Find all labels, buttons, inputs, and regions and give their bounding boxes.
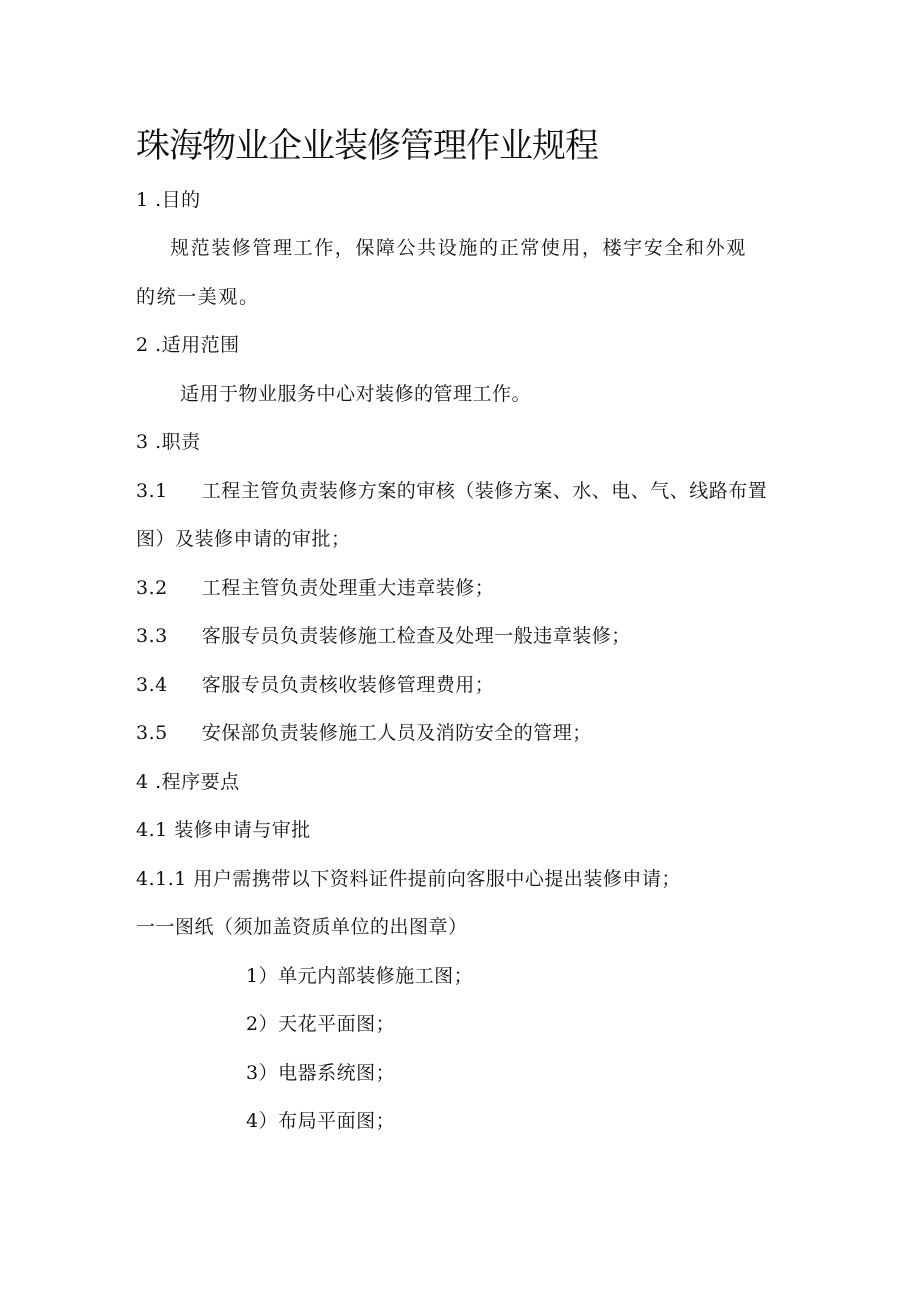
duty-item-text: 工程主管负责装修方案的审核（装修方案、水、电、气、线路布置: [201, 480, 768, 502]
drawings-intro: 一一图纸（须加盖资质单位的出图章）: [136, 916, 468, 938]
duty-item-text: 客服专员负责装修施工检查及处理一般违章装修；: [201, 625, 631, 647]
duty-item-text: 客服专员负责核收装修管理费用；: [201, 674, 495, 696]
duty-item-3-5: [136, 719, 592, 747]
duty-item-text: 工程主管负责处理重大违章装修；: [201, 577, 495, 599]
duty-item-number: 3.5: [136, 722, 168, 744]
duty-item-3-4: [136, 671, 494, 699]
subsection-4-1-1: 4.1.1 用户需携带以下资料证件提前向客服中心提出装修申请；: [136, 868, 681, 890]
section-2-paragraph: 适用于物业服务中心对装修的管理工作。: [180, 383, 532, 405]
section-4-heading: 4 .程序要点: [136, 771, 240, 793]
drawing-list-item: 3）电器系统图；: [246, 1062, 396, 1084]
duty-item-text: 安保部负责装修施工人员及消防安全的管理；: [201, 722, 592, 744]
drawing-list-item: 1）单元内部装修施工图；: [246, 965, 474, 987]
duty-item-number: 3.2: [136, 577, 168, 599]
page-title: 珠海物业企业装修管理作业规程: [136, 126, 598, 166]
section-2-heading: 2 .适用范围: [136, 334, 240, 356]
drawing-list-item: 2）天花平面图；: [246, 1013, 396, 1035]
duty-item-3-1-continuation: 图）及装修申请的审批；: [136, 528, 351, 550]
duty-item-number: 3.1: [136, 480, 168, 502]
section-1-heading: 1 .目的: [136, 189, 201, 211]
drawing-list-item: 4）布局平面图；: [246, 1110, 396, 1132]
section-1-paragraph-line-2: 的统一美观。: [136, 286, 260, 308]
duty-item-3-3: [136, 622, 631, 650]
subsection-4-1: 4.1 装修申请与审批: [136, 819, 311, 841]
section-1-paragraph-line-1: 规范装修管理工作，保障公共设施的正常使用，楼宇安全和外观: [170, 237, 747, 259]
duty-item-number: 3.3: [136, 625, 168, 647]
duty-item-3-1: [136, 477, 767, 505]
duty-item-number: 3.4: [136, 674, 168, 696]
section-3-heading: 3 .职责: [136, 431, 201, 453]
duty-item-3-2: [136, 574, 494, 602]
